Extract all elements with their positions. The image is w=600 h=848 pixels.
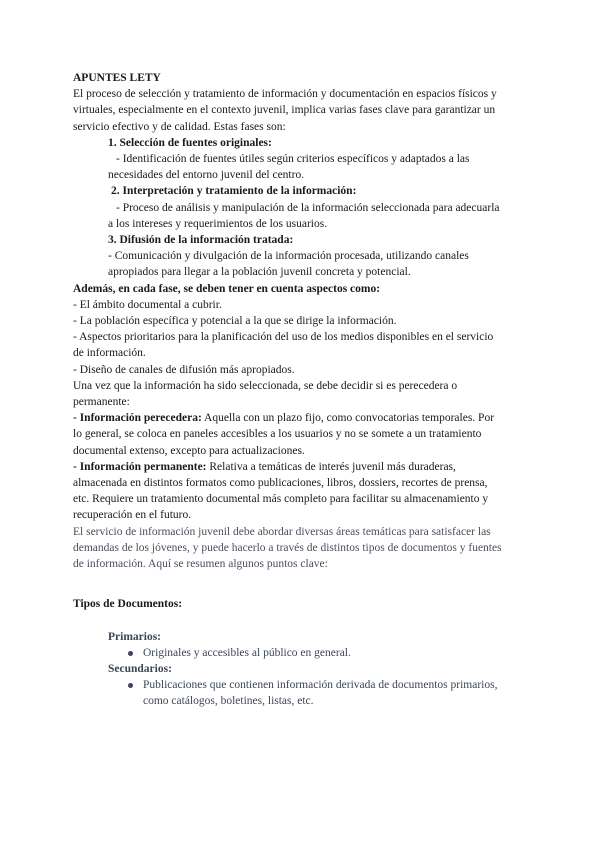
permanente-line: etc. Requiere un tratamiento documental más completo para facilitar su almacenamiento y bbox=[73, 493, 489, 506]
phase-desc-line: - Comunicación y divulgación de la información procesada, utilizando canales bbox=[108, 250, 469, 263]
phase-3 bbox=[73, 232, 528, 281]
closing-line: demandas de los jóvenes, y puede hacerlo a través de distintos tipos de documentos y fuentes bbox=[73, 541, 502, 554]
list-item-text: Originales y accesibles al público en general. bbox=[143, 646, 351, 659]
spacer bbox=[73, 572, 528, 588]
phase-desc-line: apropiados para llegar a la población juvenil concreta y potencial. bbox=[108, 266, 411, 279]
permanente-paragraph bbox=[73, 459, 528, 524]
closing-line: El servicio de información juvenil debe abordar diversas áreas temáticas para satisfacer las bbox=[73, 525, 491, 538]
decision-line: permanente: bbox=[73, 396, 130, 409]
perecedera-text: Aquella con un plazo fijo, como convocatorias temporales. Por bbox=[201, 412, 495, 425]
intro-line: El proceso de selección y tratamiento de información y documentación en espacios físicos y bbox=[73, 88, 497, 101]
permanente-text: Relativa a temáticas de interés juvenil más duraderas, bbox=[206, 460, 456, 473]
decision-line: Una vez que la información ha sido seleccionada, se debe decidir si es perecedera o bbox=[73, 379, 458, 392]
phase-desc-line: - Proceso de análisis y manipulación de la información seleccionada para adecuarla bbox=[116, 201, 500, 214]
permanente-line: almacenada en distintos formatos como publicaciones, libros, dossiers, recortes de prensa, bbox=[73, 477, 488, 490]
closing-paragraph bbox=[73, 524, 528, 573]
intro-paragraph bbox=[73, 86, 528, 135]
phase-2 bbox=[73, 183, 528, 232]
secundarios-title: Secundarios: bbox=[108, 662, 172, 675]
aspects-list bbox=[73, 297, 528, 378]
permanente-label: - Información permanente: bbox=[73, 460, 207, 473]
phase-desc-line: - Identificación de fuentes útiles según criterios específicos y adaptados a las bbox=[116, 153, 470, 166]
permanente-line: recuperación en el futuro. bbox=[73, 509, 192, 522]
perecedera-line: documental extenso, excepto para actualizaciones. bbox=[73, 444, 305, 457]
doc-types-heading: Tipos de Documentos: bbox=[73, 598, 183, 611]
spacer bbox=[73, 613, 528, 629]
aspects-heading: Además, en cada fase, se deben tener en cuenta aspectos como: bbox=[73, 282, 381, 295]
phase-desc-line: a los intereses y requerimientos de los usuarios. bbox=[108, 217, 328, 230]
primarios-section bbox=[73, 629, 528, 661]
closing-line: de información. Aquí se resumen algunos puntos clave: bbox=[73, 558, 328, 571]
aspect-line: - Aspectos prioritarios para la planificación del uso de los medios disponibles en el servicio bbox=[73, 331, 494, 344]
list-item-text: como catálogos, boletines, listas, etc. bbox=[143, 695, 314, 708]
perecedera-line: lo general, se coloca en paneles accesibles a los usuarios y no se somete a un tratamiento bbox=[73, 428, 482, 441]
document-title: APUNTES LETY bbox=[73, 72, 161, 84]
document-page bbox=[73, 70, 528, 710]
primarios-title: Primarios: bbox=[108, 630, 162, 643]
list-item bbox=[73, 677, 528, 709]
aspect-line: - La población específica y potencial a la que se dirige la información. bbox=[73, 315, 397, 328]
phase-1 bbox=[73, 135, 528, 184]
aspect-line: de información. bbox=[73, 347, 146, 360]
aspect-line: - Diseño de canales de difusión más apropiados. bbox=[73, 363, 295, 376]
aspect-line: - El ámbito documental a cubrir. bbox=[73, 298, 222, 311]
bullet-icon bbox=[128, 651, 133, 656]
perecedera-paragraph bbox=[73, 410, 528, 459]
intro-line: servicio efectivo y de calidad. Estas fases son: bbox=[73, 120, 286, 133]
phase-title: 3. Difusión de la información tratada: bbox=[108, 234, 294, 247]
phase-title: 2. Interpretación y tratamiento de la información: bbox=[111, 185, 357, 198]
intro-line: virtuales, especialmente en el contexto juvenil, implica varias fases clave para garantizar un bbox=[73, 104, 496, 117]
phase-desc-line: necesidades del entorno juvenil del centro. bbox=[108, 169, 305, 182]
decision-paragraph bbox=[73, 378, 528, 410]
list-item bbox=[73, 645, 528, 661]
bullet-icon bbox=[128, 683, 133, 688]
perecedera-label: - Información perecedera: bbox=[73, 412, 202, 425]
list-item-text: Publicaciones que contienen información derivada de documentos primarios, bbox=[143, 679, 498, 692]
secundarios-section bbox=[73, 661, 528, 710]
phase-title: 1. Selección de fuentes originales: bbox=[108, 136, 272, 149]
